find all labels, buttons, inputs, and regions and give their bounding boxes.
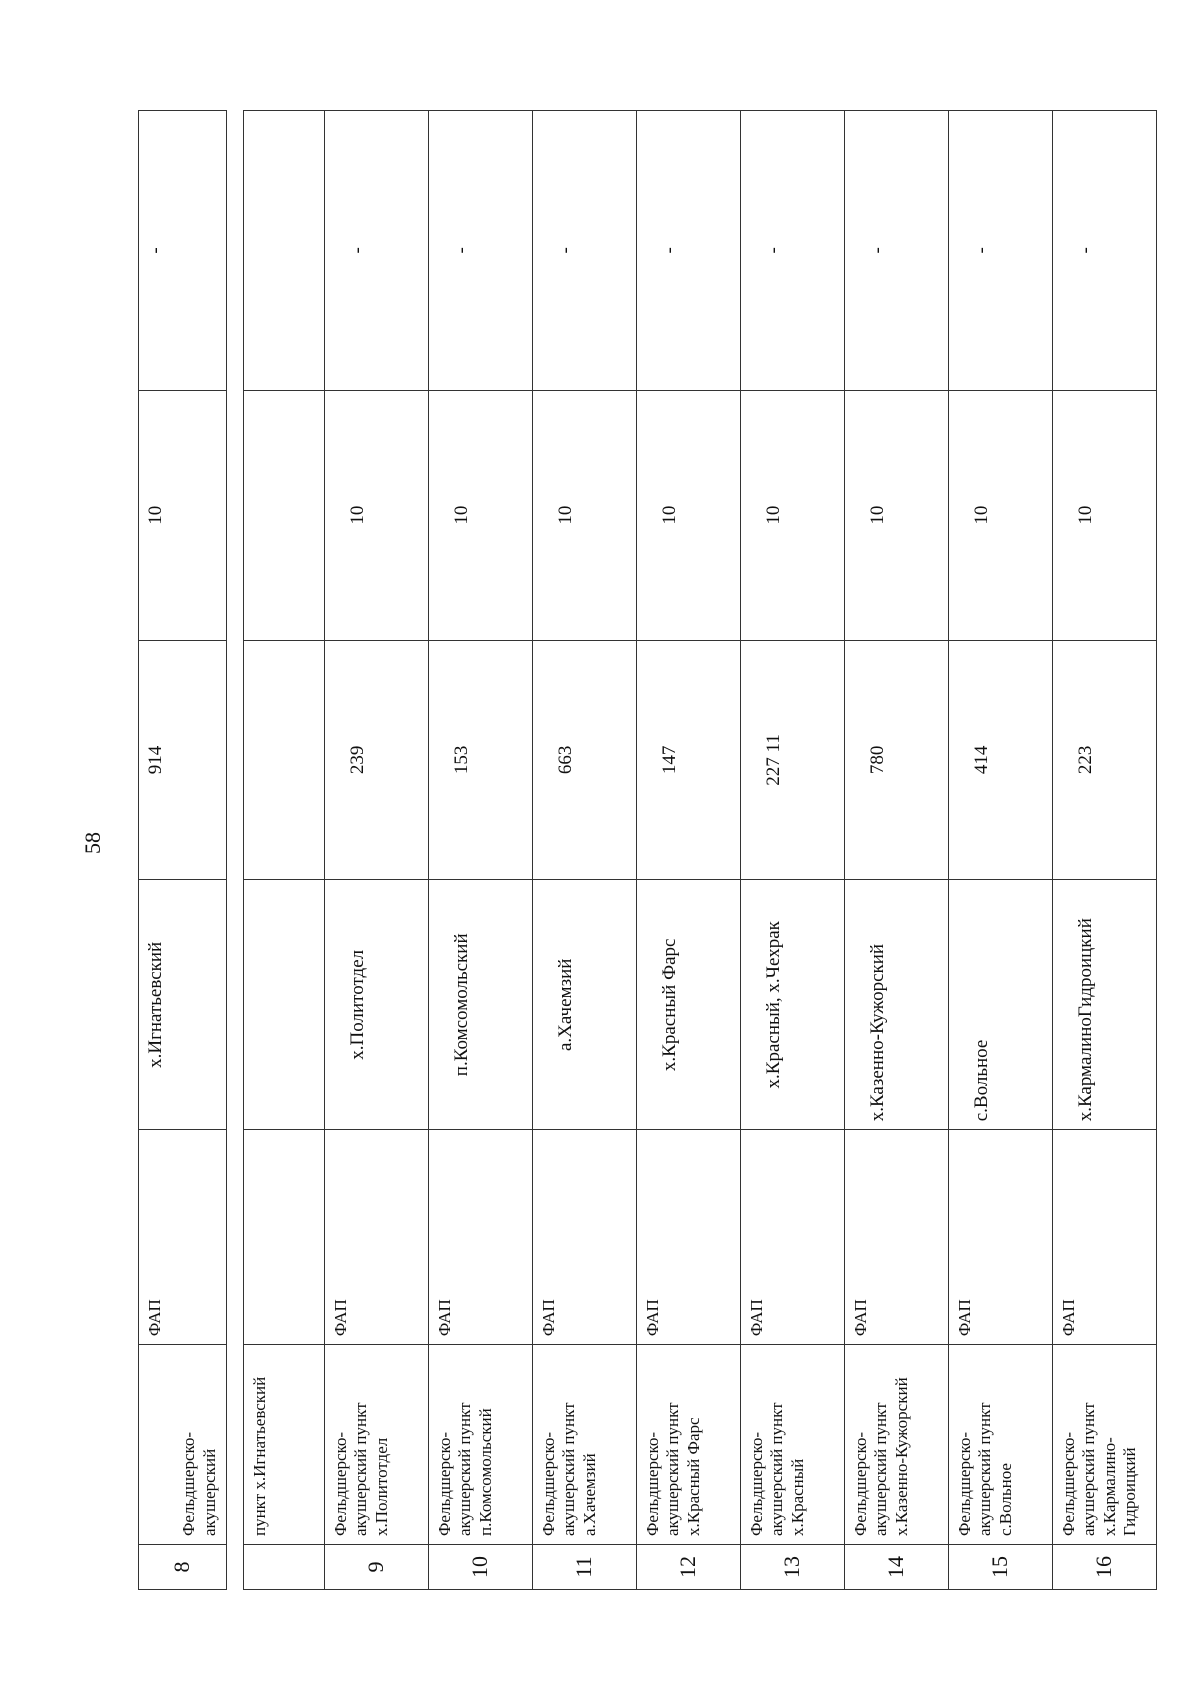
settlement: х.КармалиноГидроицкий — [1053, 880, 1157, 1130]
facility-type: ФАП — [1053, 1130, 1157, 1345]
population: 414 — [949, 640, 1053, 880]
distance: 10 — [533, 390, 637, 640]
table-row — [533, 111, 637, 1590]
row-number: 11 — [533, 1545, 637, 1590]
facility-type: ФАП — [139, 1130, 227, 1345]
facility-type: ФАП — [949, 1130, 1053, 1345]
settlement: х.Красный, х.Чехрак — [741, 880, 845, 1130]
facility-name: Фельдшерско-акушерский пункт а.Хачемзий — [533, 1345, 637, 1545]
facility-name: Фельдшерско-акушерский пункт п.Комсомольский — [429, 1345, 533, 1545]
population: 780 — [845, 640, 949, 880]
row-number: 13 — [741, 1545, 845, 1590]
table-row — [741, 111, 845, 1590]
facility-type: ФАП — [325, 1130, 429, 1345]
distance: 10 — [637, 390, 741, 640]
row-number: 15 — [949, 1545, 1053, 1590]
facility-name: Фельдшерско-акушерский — [139, 1345, 227, 1545]
row-number: 8 — [139, 1545, 227, 1590]
settlement: х.Политотдел — [325, 880, 429, 1130]
settlement: х.Игнатьевский — [139, 880, 227, 1130]
row-number: 16 — [1053, 1545, 1157, 1590]
distance: 10 — [741, 390, 845, 640]
table-row-continuation — [244, 111, 325, 1590]
facility-name-continued: пункт х.Игнатьевский — [244, 1345, 325, 1545]
facility-type: ФАП — [533, 1130, 637, 1345]
table-row — [949, 111, 1053, 1590]
dash-cell: - — [533, 111, 637, 391]
population: 227 11 — [741, 640, 845, 880]
facility-type: ФАП — [845, 1130, 949, 1345]
distance: 10 — [139, 390, 227, 640]
rotated-table-area — [138, 110, 1140, 1590]
facility-name: Фельдшерско-акушерский пункт с.Вольное — [949, 1345, 1053, 1545]
distance: 10 — [845, 390, 949, 640]
table-row — [845, 111, 949, 1590]
distance: 10 — [429, 390, 533, 640]
row-number: 10 — [429, 1545, 533, 1590]
dash-cell: - — [949, 111, 1053, 391]
facility-type: ФАП — [741, 1130, 845, 1345]
population: 153 — [429, 640, 533, 880]
dash-cell: - — [429, 111, 533, 391]
table-row — [637, 111, 741, 1590]
settlement: х.Казенно-Кужорский — [845, 880, 949, 1130]
population: 914 — [139, 640, 227, 880]
page-number: 58 — [80, 832, 105, 854]
table-row — [1053, 111, 1157, 1590]
facility-name: Фельдшерско-акушерский пункт х.Казенно-Кужорский — [845, 1345, 949, 1545]
table-top-fragment — [138, 110, 227, 1590]
table-main — [243, 110, 1157, 1590]
facility-name: Фельдшерско-акушерский пункт х.Красный — [741, 1345, 845, 1545]
facility-name: Фельдшерско-акушерский пункт х.Красный Фарс — [637, 1345, 741, 1545]
facility-type: ФАП — [429, 1130, 533, 1345]
dash-cell: - — [1053, 111, 1157, 391]
table-row — [325, 111, 429, 1590]
dash-cell: - — [845, 111, 949, 391]
settlement: п.Комсомольский — [429, 880, 533, 1130]
dash-cell: - — [139, 111, 227, 391]
row-number: 14 — [845, 1545, 949, 1590]
facility-type: ФАП — [637, 1130, 741, 1345]
population: 239 — [325, 640, 429, 880]
facility-name: Фельдшерско-акушерский пункт х.Кармалино-Гидроицкий — [1053, 1345, 1157, 1545]
population: 223 — [1053, 640, 1157, 880]
distance: 10 — [325, 390, 429, 640]
dash-cell: - — [741, 111, 845, 391]
distance: 10 — [949, 390, 1053, 640]
table-row — [429, 111, 533, 1590]
row-number: 12 — [637, 1545, 741, 1590]
settlement: х.Красный Фарс — [637, 880, 741, 1130]
dash-cell: - — [637, 111, 741, 391]
population: 147 — [637, 640, 741, 880]
population: 663 — [533, 640, 637, 880]
settlement: а.Хачемзий — [533, 880, 637, 1130]
dash-cell: - — [325, 111, 429, 391]
table-row-8 — [139, 111, 227, 1590]
row-number: 9 — [325, 1545, 429, 1590]
settlement: с.Вольное — [949, 880, 1053, 1130]
facility-name: Фельдшерско-акушерский пункт х.Политотдел — [325, 1345, 429, 1545]
distance: 10 — [1053, 390, 1157, 640]
